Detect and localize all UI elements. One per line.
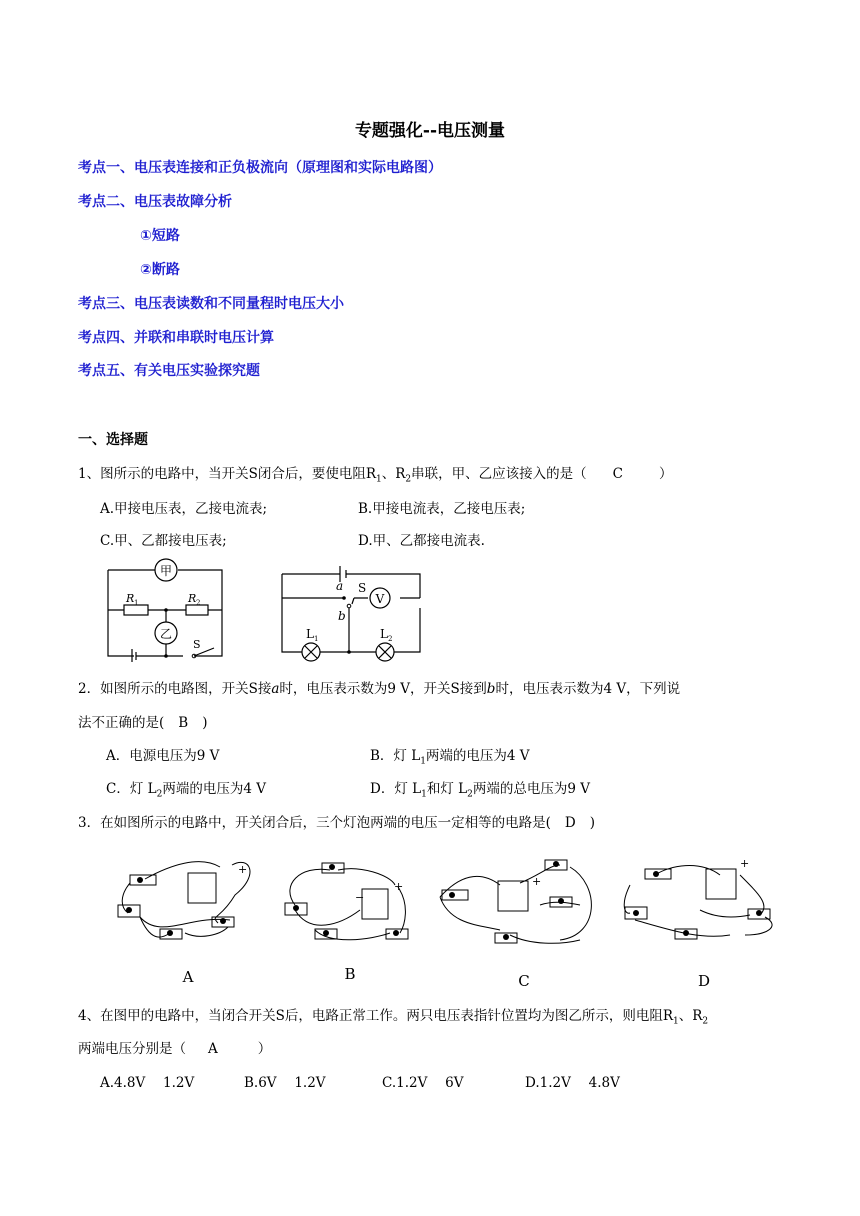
q2-line1b: 时，电压表示数为9 V，开关S接到 [279, 681, 487, 697]
q2-close: ) [202, 715, 208, 731]
q1-option-d: D.甲、乙都接电流表. [358, 533, 485, 549]
q2-optc-sub: 2 [156, 789, 163, 800]
q2-label-l1: L [306, 627, 314, 641]
q3-label-a: A [182, 968, 194, 986]
key-point-4: 考点四、并联和串联时电压计算 [78, 330, 274, 346]
q3-label-b: B [344, 965, 356, 983]
q1-mid: 、R [381, 466, 406, 482]
q4-mid: 、R [678, 1008, 703, 1024]
q1-sub2: 2 [405, 474, 412, 485]
question-2-line-1 [78, 677, 680, 697]
q2-line2: 法不正确的是( [78, 715, 165, 731]
q1-option-b: B.甲接电流表，乙接电压表; [358, 501, 526, 517]
q1-label-r1-sub: 1 [134, 599, 139, 607]
q2-optd-sub1: 1 [421, 789, 427, 800]
q3-label-c: C [518, 972, 530, 990]
q1-answer: C [612, 466, 623, 482]
q3-label-d: D [697, 972, 711, 990]
q4-line2: 两端电压分别是（ [78, 1041, 186, 1057]
q2-b: b [486, 681, 496, 697]
q4-option-a: A.4.8V 1.2V [100, 1075, 195, 1091]
q2-label-a: a [336, 579, 344, 593]
q3-close: ) [589, 815, 595, 831]
q2-optd-m: 和灯 L [426, 781, 468, 797]
key-point-2-sub-2: ②断路 [140, 262, 180, 278]
q2-optd-a: D．灯 L [370, 781, 422, 797]
q2-line1c: 时，电压表示数为4 V，下列说 [495, 681, 681, 697]
key-point-1: 考点一、电压表连接和正负极流向（原理图和实际电路图） [78, 160, 442, 176]
q2-optd-b: 两端的总电压为9 V [472, 781, 590, 797]
page-title: 专题强化--电压测量 [354, 121, 506, 141]
q3-plus-d: + [740, 857, 750, 870]
question-4-line-1 [78, 1004, 708, 1027]
q2-label-l2-sub: 2 [388, 635, 393, 643]
q2-optc-a: C．灯 L [106, 781, 157, 797]
q3-stem: 3．在如图所示的电路中，开关闭合后，三个灯泡两端的电压一定相等的电路是( [78, 815, 551, 831]
q1-option-c: C.甲、乙都接电压表; [100, 533, 227, 549]
q3-plus-b: + [394, 880, 404, 893]
question-2-line-2 [78, 711, 207, 731]
q4-sub2: 2 [702, 1016, 709, 1027]
q2-option-c [106, 777, 266, 800]
q2-label-v: V [375, 592, 385, 606]
q2-label-s: S [358, 581, 367, 595]
q4-close: ） [257, 1041, 272, 1057]
q2-option-a: A．电源电压为9 V [106, 748, 220, 764]
q1-close: ） [659, 466, 673, 482]
q4-option-b: B.6V 1.2V [244, 1075, 326, 1091]
q1-label-yi: 乙 [159, 627, 173, 641]
q2-circuit-figure [278, 558, 428, 666]
q3-circuits-figure [100, 845, 790, 995]
q1-label-r1: R [126, 592, 135, 605]
q2-label-l2: L [380, 627, 388, 641]
section-title: 一、选择题 [78, 432, 148, 448]
q4-line1a: 4、在图甲的电路中，当闭合开关S后，电路正常工作。两只电压表指针位置均为图乙所示，则电阻R [78, 1008, 674, 1024]
q1-stem-a: 1、图所示的电路中，当开关S闭合后，要使电阻R [78, 466, 377, 482]
q3-answer: D [564, 815, 576, 831]
q1-option-a: A.甲接电压表，乙接电流表; [100, 501, 268, 517]
q2-option-b [370, 744, 530, 767]
q1-label-jia: 甲 [159, 564, 173, 578]
q2-optb-a: B．灯 L [370, 748, 421, 764]
key-point-2: 考点二、电压表故障分析 [78, 194, 232, 210]
q1-sub1: 1 [376, 474, 382, 485]
q1-label-r2: R [188, 592, 197, 605]
question-1-stem [78, 462, 673, 485]
key-point-5: 考点五、有关电压实验探究题 [78, 363, 260, 379]
key-point-3: 考点三、电压表读数和不同量程时电压大小 [78, 296, 344, 312]
q1-label-s: S [193, 638, 201, 651]
question-3-stem [78, 811, 595, 831]
q3-plus-a: + [238, 863, 248, 876]
q2-label-b: b [338, 609, 346, 623]
q2-answer: B [178, 715, 189, 731]
question-4-line-2 [78, 1037, 271, 1057]
q2-optb-sub: 1 [420, 756, 426, 767]
q3-plus-c: + [532, 875, 542, 888]
q2-option-d [370, 777, 590, 800]
q2-optc-b: 两端的电压为4 V [162, 781, 266, 797]
q4-sub1: 1 [673, 1016, 679, 1027]
q2-optb-b: 两端的电压为4 V [425, 748, 530, 764]
q1-circuit-figure-left [100, 558, 230, 662]
q1-label-r2-sub: 2 [196, 599, 201, 607]
q4-answer: A [208, 1041, 218, 1057]
q1-stem-b: 串联，甲、乙应该接入的是（ [411, 466, 587, 482]
q2-line1: 2．如图所示的电路图，开关S接 [78, 681, 272, 697]
q2-a: a [271, 681, 280, 697]
q2-optd-sub2: 2 [467, 789, 473, 800]
key-point-2-sub-1: ①短路 [140, 228, 180, 244]
q2-label-l1-sub: 1 [314, 635, 319, 643]
q4-option-d: D.1.2V 4.8V [525, 1075, 620, 1091]
q4-option-c: C.1.2V 6V [382, 1075, 464, 1091]
q3-minus-b: − [355, 891, 365, 904]
